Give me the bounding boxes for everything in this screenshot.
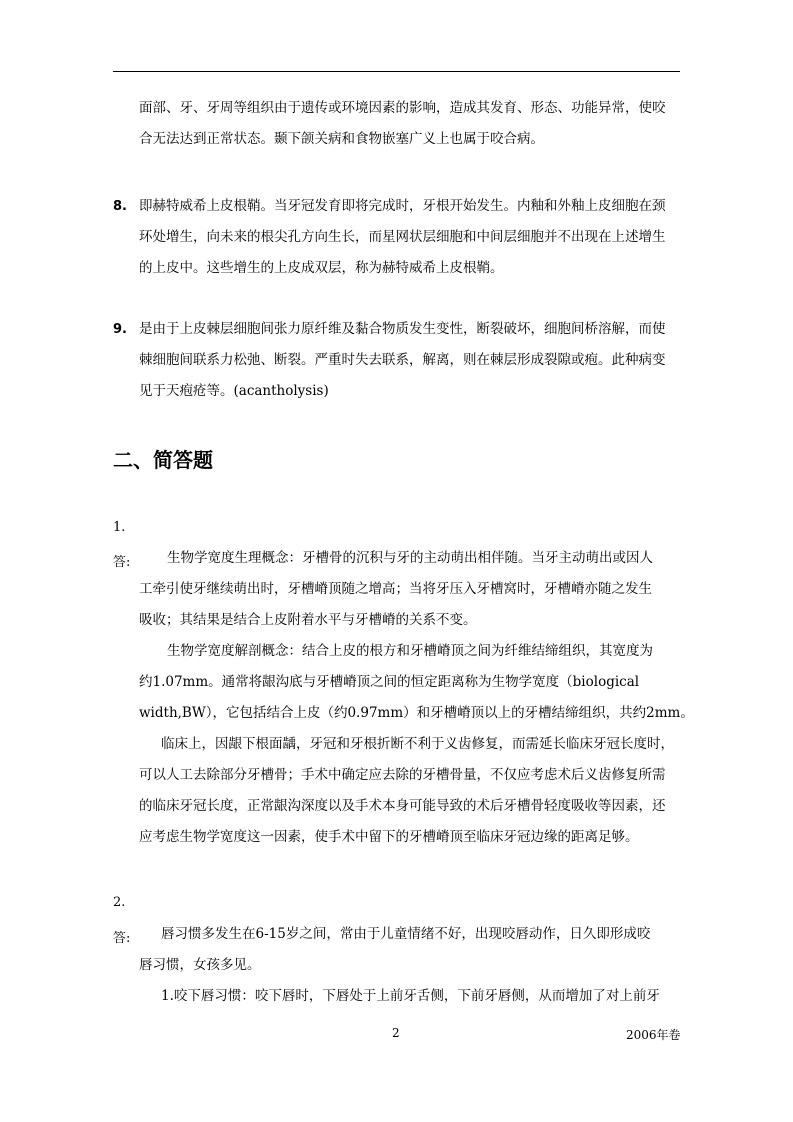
footer-year-label: 2006年卷 bbox=[626, 1028, 681, 1042]
question-2-para-1 bbox=[139, 919, 650, 981]
item-8-line: 环处增生，向未来的根尖孔方向生长，而星网状层细胞和中间层细胞并不出现在上述增生 bbox=[139, 229, 666, 245]
page-number: 2 bbox=[392, 1026, 400, 1040]
q2-line: 唇习惯多发生在6-15岁之间，常由于儿童情绪不好，出现咬唇动作，日久即形成咬 bbox=[161, 926, 651, 942]
q1-line: width,BW），它包括结合上皮（约0.97mm）和牙槽嵴顶以上的牙槽结缔组织，共约2mm。 bbox=[139, 705, 694, 721]
question-1-para-1 bbox=[139, 543, 653, 636]
item-9-number: 9. bbox=[113, 322, 127, 337]
section-heading: 二、简答题 bbox=[113, 448, 213, 472]
q2-line: 1.咬下唇习惯：咬下唇时，下唇处于上前牙舌侧，下前牙唇侧，从而增加了对上前牙 bbox=[161, 988, 660, 1004]
item-9-line: 见于天疱疮等。(acantholysis) bbox=[139, 383, 329, 399]
q2-line: 唇习惯，女孩多见。 bbox=[139, 957, 261, 973]
question-2-para-2 bbox=[139, 981, 660, 1012]
q1-line: 应考虑生物学宽度这一因素，使手术中留下的牙槽嵴顶至临床牙冠边缘的距离足够。 bbox=[139, 829, 639, 845]
q1-line: 生物学宽度解剖概念：结合上皮的根方和牙槽嵴顶之间为纤维结缔组织，其宽度为 bbox=[167, 643, 653, 659]
q1-line: 吸收；其结果是结合上皮附着水平与牙槽嵴的关系不变。 bbox=[139, 612, 477, 628]
q1-line: 工牵引使牙继续萌出时，牙槽嵴顶随之增高；当将牙压入牙槽窝时，牙槽嵴亦随之发生 bbox=[139, 581, 652, 597]
q1-line: 可以人工去除部分牙槽骨；手术中确定应去除的牙槽骨量，不仅应考虑术后义齿修复所需 bbox=[139, 767, 666, 783]
intro-line: 合无法达到正常状态。颞下颌关病和食物嵌塞广义上也属于咬合病。 bbox=[139, 131, 544, 147]
question-1-number: 1. bbox=[113, 520, 126, 535]
item-8-number: 8. bbox=[113, 199, 127, 214]
q1-line: 约1.07mm。通常将龈沟底与牙槽嵴顶之间的恒定距离称为生物学宽度（biological bbox=[139, 674, 640, 690]
item-8-line: 即赫特威希上皮根鞘。当牙冠发育即将完成时，牙根开始发生。内釉和外釉上皮细胞在颈 bbox=[139, 198, 666, 214]
item-9-line: 棘细胞间联系力松弛、断裂。严重时失去联系，解离，则在棘层形成裂隙或疱。此种病变 bbox=[139, 352, 666, 368]
question-2-answer-label: 答: bbox=[113, 931, 131, 946]
question-1-para-2 bbox=[139, 636, 694, 729]
question-1-para-3 bbox=[139, 729, 674, 853]
item-8-line: 的上皮中。这些增生的上皮成双层，称为赫特威希上皮根鞘。 bbox=[139, 260, 504, 276]
intro-line: 面部、牙、牙周等组织由于遗传或环境因素的影响，造成其发育、形态、功能异常，使咬 bbox=[139, 100, 666, 116]
q1-line: 的临床牙冠长度，正常龈沟深度以及手术本身可能导致的术后牙槽骨轻度吸收等因素，还 bbox=[139, 798, 666, 814]
question-2-number: 2. bbox=[113, 895, 126, 910]
header-rule bbox=[113, 71, 680, 72]
item-8-paragraph bbox=[139, 191, 666, 284]
q1-line: 临床上，因龈下根面龋，牙冠和牙根折断不利于义齿修复，而需延长临床牙冠长度时， bbox=[161, 736, 674, 752]
q1-line: 生物学宽度生理概念：牙槽骨的沉积与牙的主动萌出相伴随。当牙主动萌出或因人 bbox=[167, 550, 653, 566]
item-9-paragraph bbox=[139, 314, 666, 407]
question-1-answer-label: 答: bbox=[113, 555, 131, 570]
item-9-line: 是由于上皮棘层细胞间张力原纤维及黏合物质发生变性，断裂破坏，细胞间桥溶解，而使 bbox=[139, 321, 666, 337]
intro-paragraph bbox=[139, 93, 666, 155]
